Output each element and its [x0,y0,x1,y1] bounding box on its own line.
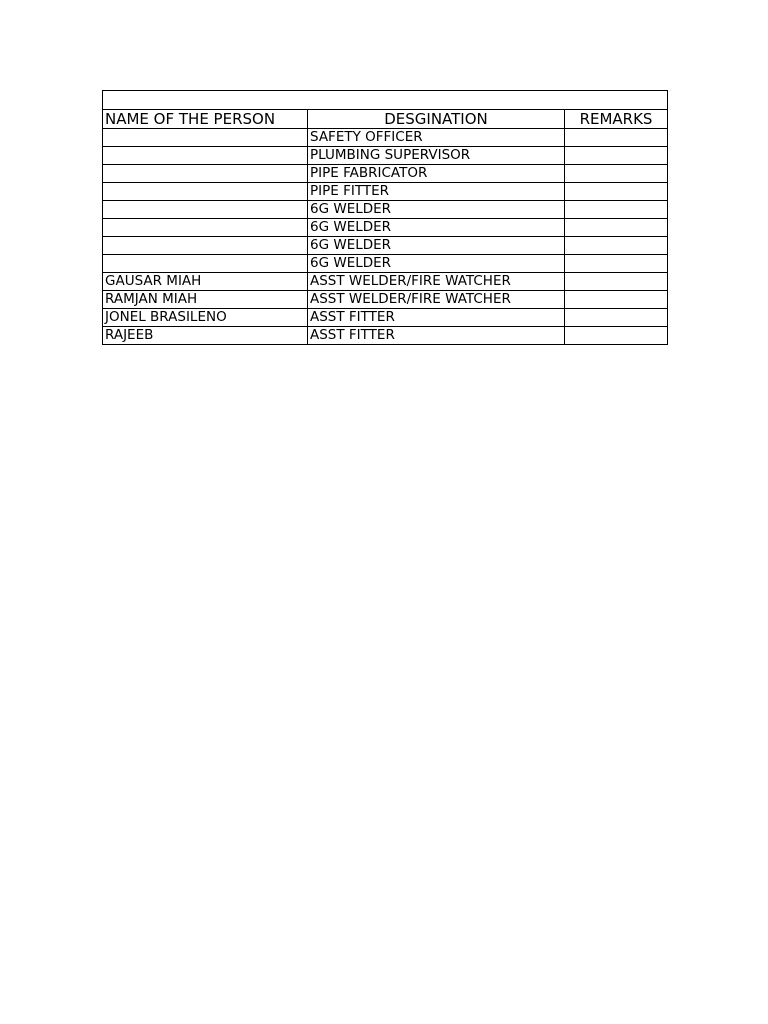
name-cell [103,183,308,201]
remarks-cell [565,129,668,147]
table-row [103,291,668,309]
designation-cell: 6G WELDER [308,237,565,255]
designation-cell: ASST FITTER [308,309,565,327]
header-designation: DESGINATION [308,110,565,129]
name-cell [103,255,308,273]
name-cell: JONEL BRASILENO [103,309,308,327]
designation-cell: PIPE FITTER [308,183,565,201]
header-remarks: REMARKS [565,110,668,129]
table-row [103,309,668,327]
name-cell [103,129,308,147]
table-row [103,255,668,273]
table-row [103,237,668,255]
remarks-cell [565,147,668,165]
table-row [103,129,668,147]
name-cell [103,201,308,219]
designation-cell: 6G WELDER [308,255,565,273]
remarks-cell [565,237,668,255]
remarks-cell [565,219,668,237]
name-cell [103,165,308,183]
designation-cell: ASST WELDER/FIRE WATCHER [308,273,565,291]
table-title-row [103,91,668,110]
table-row [103,201,668,219]
remarks-cell [565,327,668,345]
name-cell: GAUSAR MIAH [103,273,308,291]
designation-cell: PIPE FABRICATOR [308,165,565,183]
designation-cell: 6G WELDER [308,219,565,237]
name-cell [103,219,308,237]
table-header-row [103,110,668,129]
remarks-cell [565,255,668,273]
remarks-cell [565,273,668,291]
table-row [103,327,668,345]
remarks-cell [565,291,668,309]
name-cell: RAJEEB [103,327,308,345]
name-cell [103,147,308,165]
remarks-cell [565,183,668,201]
personnel-table [102,90,668,345]
table-row [103,183,668,201]
remarks-cell [565,201,668,219]
remarks-cell [565,309,668,327]
table-row [103,219,668,237]
table-row [103,147,668,165]
personnel-table-body [103,91,668,345]
table-row [103,165,668,183]
table-row [103,273,668,291]
designation-cell: ASST FITTER [308,327,565,345]
name-cell: RAMJAN MIAH [103,291,308,309]
designation-cell: 6G WELDER [308,201,565,219]
designation-cell: SAFETY OFFICER [308,129,565,147]
designation-cell: ASST WELDER/FIRE WATCHER [308,291,565,309]
table-title-cell [103,91,668,110]
name-cell [103,237,308,255]
designation-cell: PLUMBING SUPERVISOR [308,147,565,165]
remarks-cell [565,165,668,183]
header-name-of-person: NAME OF THE PERSON [103,110,308,129]
